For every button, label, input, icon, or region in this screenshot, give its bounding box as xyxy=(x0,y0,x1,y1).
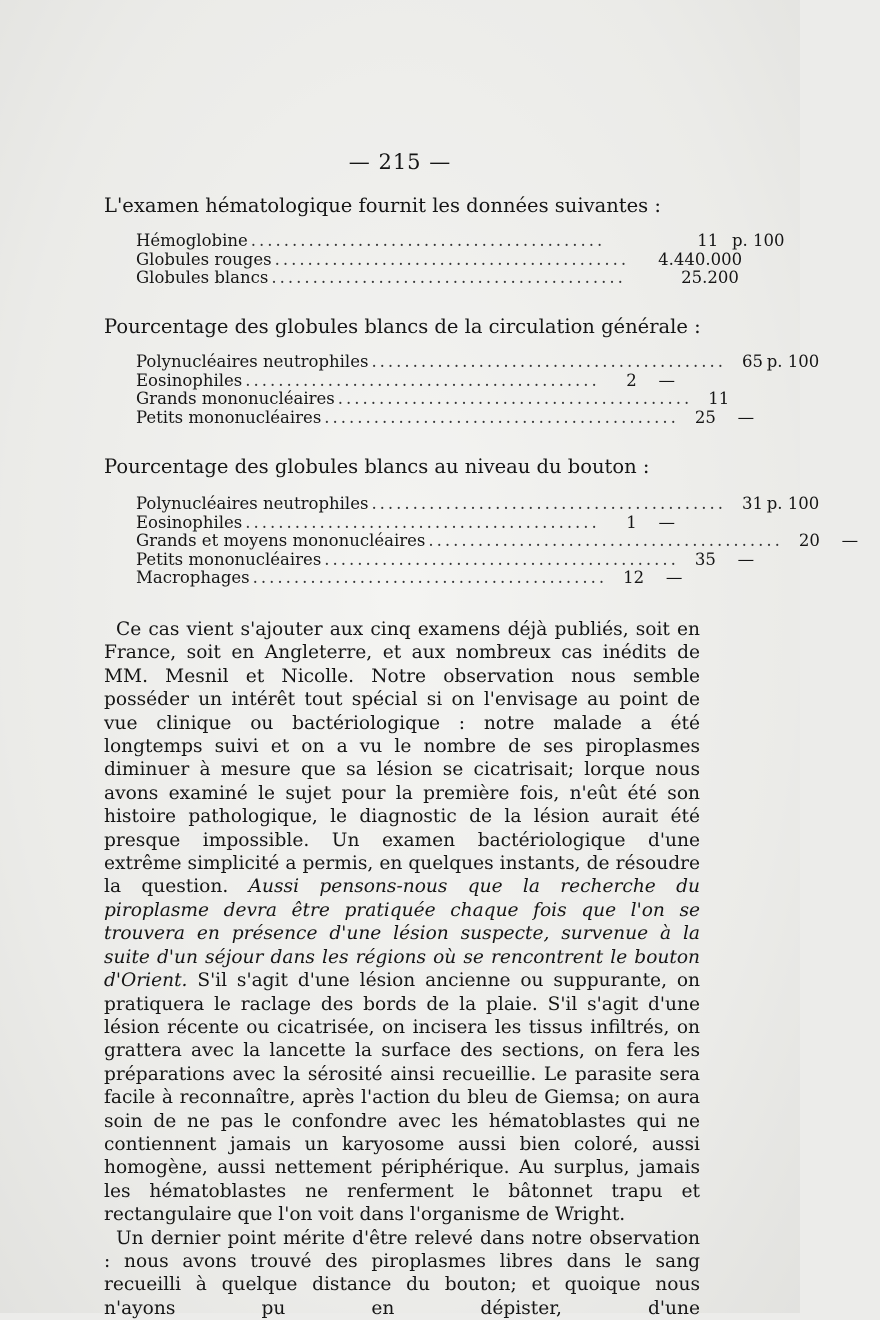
row-label: Eosinophiles xyxy=(136,512,243,532)
paragraph-text: S'il s'agit d'une lésion ancienne ou suppurante, on pratiquera le raclage des bords de la plaie. S'il s'agit d'une lésion récente ou cicatrisée, on incisera les tissus infiltrés, on grattera avec la lancette la surface des sections, on fera les préparations avec la sérosité ainsi recueillie. Le parasite sera facile à reconnaître, après l'action du bleu de Giemsa; on aura soin de ne pas le confondre avec les hématoblastes qui ne contiennent jamais un karyosome aussi bien coloré, aussi homogène, aussi nettement périphérique. Au surplus, jamais les hématoblastes ne renferment le bâtonnet trapu et rectangulaire que l'on voit dans l'organisme de Wright. xyxy=(104,970,700,1226)
table-row xyxy=(136,370,676,391)
leader-dots: ........................................... xyxy=(250,231,606,250)
row-value: 25 xyxy=(694,407,716,427)
leader-dots: ........................................... xyxy=(371,494,726,513)
leader-dots: ........................................... xyxy=(428,531,783,550)
row-value: 2 xyxy=(626,370,637,390)
row-unit: — xyxy=(737,549,755,569)
leader-dots: ........................................... xyxy=(245,370,600,390)
row-unit: p. 100 xyxy=(766,494,820,513)
row-value: 11 xyxy=(697,231,719,250)
row-label: Grands mononucléaires xyxy=(136,389,335,408)
table-bouton xyxy=(136,494,859,588)
row-value: 25.200 xyxy=(681,268,739,287)
italic-recommendation: Aussi pensons-nous que la recherche du piroplasme devra être pratiquée chaque fois que l'on se trouvera en présence d'une lésion suspecte, survenue à la suite d'un séjour dans les régions où se rencontrent le bouton d'Orient. xyxy=(104,876,700,992)
row-value: 4.440.000 xyxy=(658,249,743,269)
leader-dots: ........................................... xyxy=(271,268,626,287)
leader-dots: ........................................... xyxy=(371,352,726,371)
row-value: 35 xyxy=(694,549,716,569)
row-label: Polynucléaires neutrophiles xyxy=(136,352,369,371)
row-label: Globules blancs xyxy=(136,268,269,287)
row-label: Petits mononucléaires xyxy=(136,407,322,427)
heading-hematology: L'examen hématologique fournit les données suivantes : xyxy=(104,194,661,217)
row-label: Globules rouges xyxy=(136,249,272,269)
row-unit: — xyxy=(658,512,676,532)
paragraph: Un dernier point mérite d'être relevé dans notre observation : nous avons trouvé des piroplasmes libres dans le sang recueilli à quelque distance du bouton; et quoique nous n'ayons pu en dépister, d'une xyxy=(104,1227,700,1319)
row-unit: p. 100 xyxy=(766,352,820,371)
table-row xyxy=(136,407,755,428)
row-value: 31 xyxy=(741,494,763,513)
table-row xyxy=(136,494,820,514)
row-label: Hémoglobine xyxy=(136,231,248,250)
table-row xyxy=(136,352,820,372)
table-row xyxy=(136,249,743,270)
row-unit: — xyxy=(658,370,676,390)
row-value: 11 xyxy=(708,389,730,408)
paragraph xyxy=(104,618,700,1227)
page-number: — 215 — xyxy=(348,150,452,174)
table-row xyxy=(136,568,683,588)
table-row xyxy=(136,549,755,570)
leader-dots: ........................................... xyxy=(324,407,679,427)
paragraph-text: Ce cas vient s'ajouter aux cinq examens déjà publiés, soit en France, soit en Angleterre, et aux nombreux cas inédits de MM. Mesnil et Nicolle. Notre observation nous semble posséder un intérêt tout spécial si on l'envisage au point de vue clinique ou bactériologique : notre malade a été longtemps suivi et on a vu le nombre de ses piroplasmes diminuer à mesure que sa lésion se cicatrisait; lorque nous avons examiné le sujet pour la première fois, n'eût été son histoire pathologique, le diagnostic de la lésion aurait été presque impossible. Un examen bactériologique d'une extrême simplicité a permis, en quelques instants, de résoudre la question. xyxy=(104,619,700,898)
body-text xyxy=(104,618,700,1320)
row-label: Petits mononucléaires xyxy=(136,549,322,569)
row-unit: — xyxy=(665,568,683,587)
leader-dots: ........................................... xyxy=(324,549,679,569)
leader-dots: ........................................... xyxy=(274,249,630,269)
heading-bouton: Pourcentage des globules blancs au niveau du bouton : xyxy=(104,455,650,478)
row-value: 65 xyxy=(741,352,763,371)
table-row xyxy=(136,268,739,288)
row-unit: p. 100 xyxy=(732,231,785,250)
table-row xyxy=(136,389,730,409)
leader-dots: ........................................... xyxy=(252,568,608,587)
leader-dots: ........................................... xyxy=(337,389,693,408)
table-row xyxy=(136,531,859,551)
table-hematology xyxy=(136,231,785,288)
row-value: 20 xyxy=(798,531,820,550)
leader-dots: ........................................... xyxy=(245,512,600,532)
row-unit: — xyxy=(737,407,755,427)
row-label: Macrophages xyxy=(136,568,250,587)
row-label: Eosinophiles xyxy=(136,370,243,390)
row-value: 1 xyxy=(626,512,637,532)
row-unit: — xyxy=(841,531,859,550)
row-value: 12 xyxy=(623,568,645,587)
table-circulation xyxy=(136,352,820,427)
table-row xyxy=(136,512,676,533)
heading-circulation: Pourcentage des globules blancs de la circulation générale : xyxy=(104,315,701,338)
table-row xyxy=(136,231,785,251)
row-label: Grands et moyens mononucléaires xyxy=(136,531,426,550)
row-label: Polynucléaires neutrophiles xyxy=(136,494,369,513)
